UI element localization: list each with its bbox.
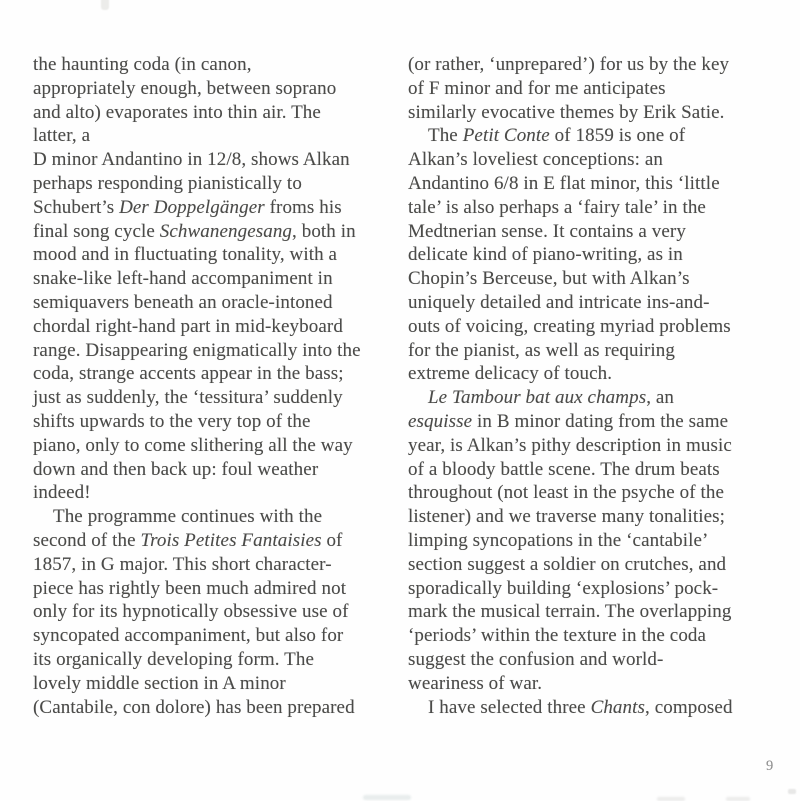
text-line: similarly evocative themes by Erik Satie. [408, 101, 725, 123]
text-line: final song cycle Schwanengesang, both in [33, 220, 356, 242]
text-line: perhaps responding pianistically to [33, 172, 302, 194]
text-line: coda, strange accents appear in the bass; [33, 363, 344, 385]
text-line: and alto) evaporates into thin air. The [33, 101, 321, 123]
text-line: sporadically building ‘explosions’ pock- [408, 577, 719, 599]
text-line: indeed! [33, 482, 91, 504]
text-line: Alkan’s loveliest conceptions: an [408, 149, 663, 171]
text-line: chordal right-hand part in mid-keyboard [33, 315, 343, 337]
right-column [408, 53, 780, 719]
text-line: throughout (not least in the psyche of the [408, 482, 725, 504]
text-line: the haunting coda (in canon, [33, 54, 252, 75]
text-line: for the pianist, as well as requiring [408, 339, 675, 361]
text-line: piece has rightly been much admired not [33, 577, 347, 599]
text-line: semiquavers beneath an oracle-intoned [33, 291, 333, 313]
page-number: 9 [766, 758, 774, 774]
text-line: ‘periods’ within the texture in the coda [408, 625, 707, 647]
left-column [33, 53, 405, 719]
text-line: The programme continues with the [53, 506, 323, 528]
text-line: its organically developing form. The [33, 648, 314, 670]
text-line: section suggest a soldier on crutches, and [408, 553, 727, 575]
text-line: snake-like left-hand accompaniment in [33, 268, 333, 290]
scan-artifact-bottom [788, 789, 796, 794]
text-line: shifts upwards to the very top of the [33, 410, 311, 432]
scan-artifact-bottom [726, 797, 750, 801]
text-line: Medtnerian sense. It contains a very [408, 220, 686, 242]
text-line: delicate kind of piano-writing, as in [408, 244, 683, 266]
text-line: I have selected three Chants, composed [428, 696, 733, 718]
text-line: mark the musical terrain. The overlapping [408, 601, 732, 623]
scan-artifact-bottom [657, 797, 685, 801]
text-line: of a bloody battle scene. The drum beats [408, 458, 720, 480]
text-line: Le Tambour bat aux champs, an [428, 387, 675, 409]
text-line: extreme delicacy of touch. [408, 363, 613, 385]
text-line: latter, a [33, 125, 91, 147]
text-line: outs of voicing, creating myriad problems [408, 315, 731, 337]
text-line: second of the Trois Petites Fantaisies of [33, 529, 343, 551]
text-line: appropriately enough, between soprano [33, 77, 337, 99]
text-line: 1857, in G major. This short character- [33, 553, 332, 575]
text-line: esquisse in B minor dating from the same [408, 410, 729, 432]
text-line: piano, only to come slithering all the way [33, 434, 353, 456]
text-line: (Cantabile, con dolore) has been prepared [33, 696, 355, 718]
text-line: Schubert’s Der Doppelgänger froms his [33, 196, 342, 218]
text-line: listener) and we traverse many tonalities; [408, 506, 726, 528]
text-line: syncopated accompaniment, but also for [33, 625, 344, 647]
text-line: range. Disappearing enigmatically into the [33, 339, 361, 361]
text-line: limping syncopations in the ‘cantabile’ [408, 529, 709, 551]
text-line: of F minor and for me anticipates [408, 77, 666, 99]
text-line: D minor Andantino in 12/8, shows Alkan [33, 149, 350, 171]
text-line: weariness of war. [408, 672, 543, 694]
text-line: just as suddenly, the ‘tessitura’ suddenly [33, 387, 343, 409]
scan-artifact-top [101, 0, 109, 10]
text-line: down and then back up: foul weather [33, 458, 319, 480]
text-line: mood and in fluctuating tonality, with a [33, 244, 338, 266]
text-line: year, is Alkan’s pithy description in music [408, 434, 732, 456]
text-line: suggest the confusion and world- [408, 648, 664, 670]
text-line: The Petit Conte of 1859 is one of [428, 125, 686, 147]
text-line: only for its hypnotically obsessive use of [33, 601, 349, 623]
text-line: tale’ is also perhaps a ‘fairy tale’ in the [408, 196, 706, 218]
scan-artifact-bottom [363, 795, 411, 800]
text-line: (or rather, ‘unprepared’) for us by the key [408, 54, 730, 75]
text-line: Chopin’s Berceuse, but with Alkan’s [408, 268, 690, 290]
text-line: uniquely detailed and intricate ins-and- [408, 291, 710, 313]
text-line: lovely middle section in A minor [33, 672, 286, 694]
text-line: Andantino 6/8 in E flat minor, this ‘little [408, 172, 720, 194]
